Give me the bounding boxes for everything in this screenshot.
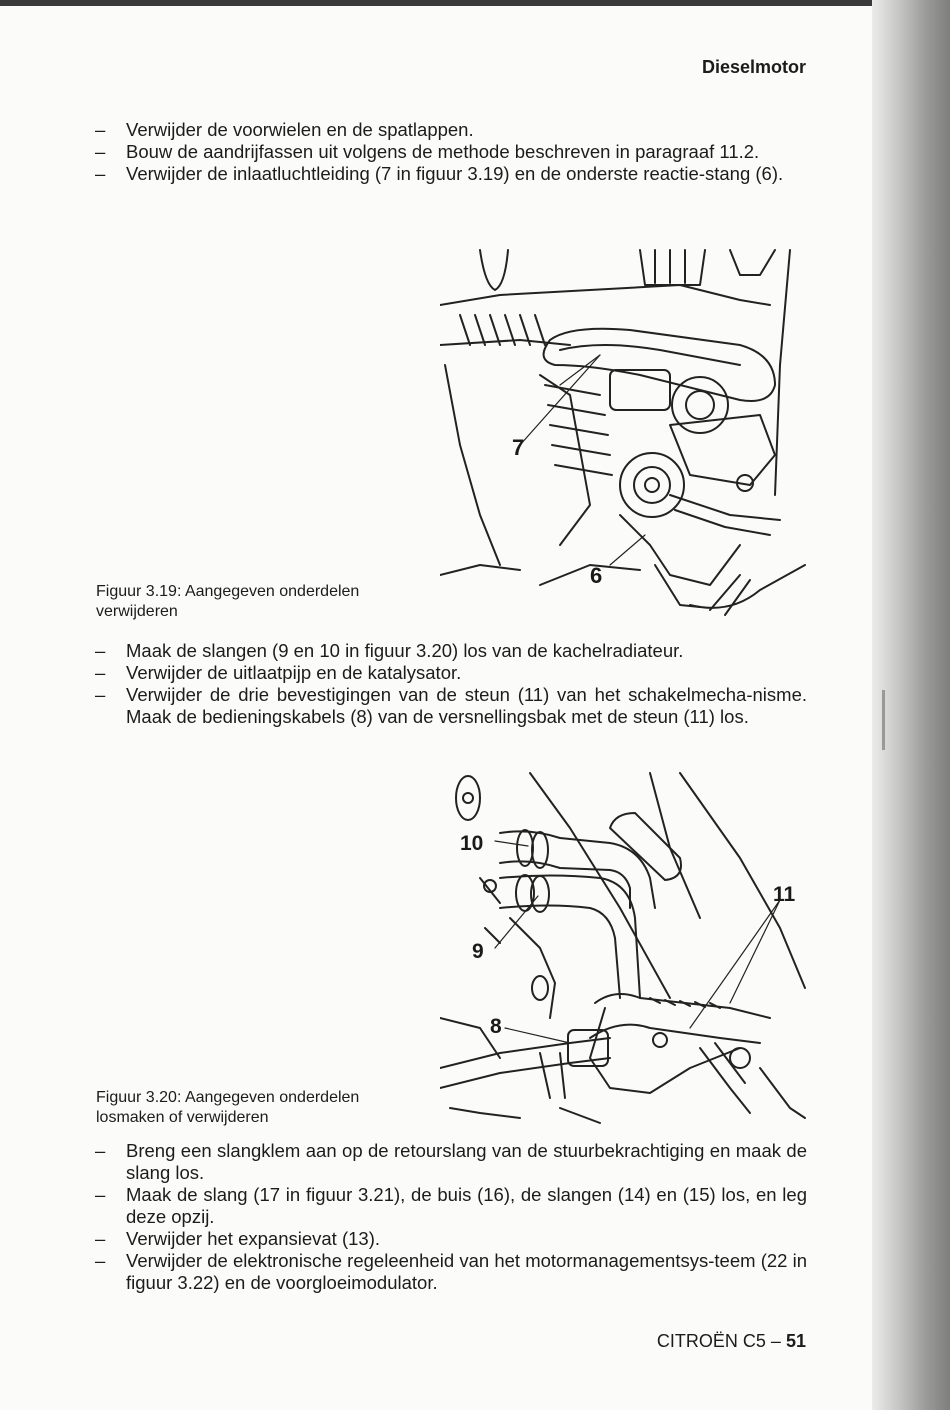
callout-9: 9 xyxy=(472,940,484,963)
instruction-list-1 xyxy=(95,119,807,185)
list-item: – Verwijder de voorwielen en de spatlappen. xyxy=(95,119,474,140)
instruction-list-2 xyxy=(95,640,807,728)
section-title: Dieselmotor xyxy=(701,57,806,77)
figure-3-19-caption: Figuur 3.19: Aangegeven onderdelen verwijderen xyxy=(96,583,360,620)
page-number: 51 xyxy=(785,1331,806,1351)
list-item: – Verwijder de uitlaatpijp en de katalysator. xyxy=(95,662,462,683)
callout-10: 10 xyxy=(460,832,484,855)
book-title: CITROËN C5 – xyxy=(656,1331,781,1351)
instruction-list-3 xyxy=(95,1140,807,1294)
list-item: – Maak de slang (17 in figuur 3.21), de buis (16), de slangen (14) en (15) los, en leg deze opzij. xyxy=(95,1184,807,1227)
list-item: – Maak de slangen (9 en 10 in figuur 3.20) los van de kachelradiateur. xyxy=(95,640,684,661)
list-item: – Bouw de aandrijfassen uit volgens de methode beschreven in paragraaf 11.2. xyxy=(95,141,760,162)
list-item: – Breng een slangklem aan op de retourslang van de stuurbekrachtiging en maak de slang los. xyxy=(95,1140,807,1183)
callout-8: 8 xyxy=(490,1015,502,1038)
figure-3-19-engine-illustration xyxy=(440,245,810,620)
figure-3-20-hose-illustration xyxy=(440,768,810,1130)
list-item: – Verwijder het expansievat (13). xyxy=(95,1228,380,1249)
page-top-edge xyxy=(0,0,950,6)
callout-11: 11 xyxy=(773,883,796,906)
figure-3-20-caption: Figuur 3.20: Aangegeven onderdelen losmaken of verwijderen xyxy=(96,1089,360,1126)
page-footer xyxy=(657,1331,806,1352)
callout-7: 7 xyxy=(512,435,525,460)
book-spine-shadow xyxy=(872,0,950,1410)
list-item: – Verwijder de inlaatluchtleiding (7 in figuur 3.19) en de onderste reactie-stang (6). xyxy=(95,163,784,184)
list-item: – Verwijder de elektronische regeleenheid van het motormanagementsys-teem (22 in figuur 3.22) en de voorgloeimodulator. xyxy=(95,1250,807,1293)
list-item: – Verwijder de drie bevestigingen van de steun (11) van het schakelmecha-nisme. Maak de bedieningskabels (8) van de versnellingsbak met de steun (11) los. xyxy=(95,684,807,727)
callout-6: 6 xyxy=(590,563,603,588)
